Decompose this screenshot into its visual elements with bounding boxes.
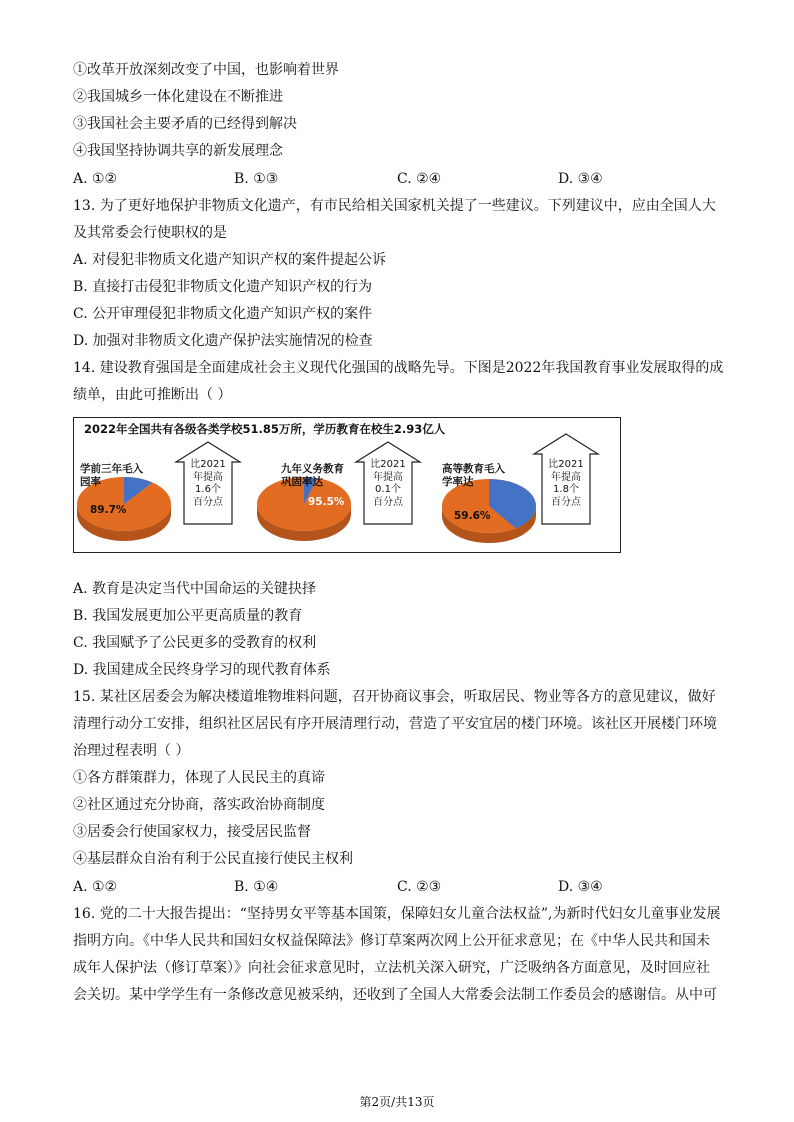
pie-label-1: 学前三年毛入园率 — [80, 463, 143, 488]
q13-stem-2: 及其常委会行使职权的是 — [73, 225, 227, 241]
q12-option-c[interactable]: C. ②④ — [397, 171, 442, 187]
q15-option-c[interactable]: C. ②③ — [397, 879, 442, 895]
pie-value-1: 89.7% — [90, 504, 127, 516]
arrow-text-3: 比2021 年提高 1.8个 百分点 — [548, 459, 584, 508]
q14-option-c[interactable]: C. 我国赋予了公民更多的受教育的权利 — [73, 635, 317, 651]
q15-statement-1: ①各方群策群力，体现了人民民主的真谛 — [73, 770, 325, 786]
q15-stem-1: 15. 某社区居委会为解决楼道堆物堆料问题，召开协商议事会，听取居民、物业等各方的意见建议，做好 — [73, 689, 716, 705]
pie-label-3: 高等教育毛入学率达 — [442, 463, 505, 488]
q12-statement-2: ②我国城乡一体化建设在不断推进 — [73, 89, 283, 105]
figure-title: 2022年全国共有各级各类学校51.85万所，学历教育在校生2.93亿人 — [84, 422, 446, 436]
q15-statement-2: ②社区通过充分协商，落实政治协商制度 — [73, 797, 325, 813]
pie-value-2: 95.5% — [308, 496, 345, 508]
q12-option-a[interactable]: A. ①② — [73, 171, 118, 187]
page-footer: 第2页/共13页 — [359, 1095, 435, 1109]
q14-option-a[interactable]: A. 教育是决定当代中国命运的关键抉择 — [73, 581, 317, 597]
q15-option-b[interactable]: B. ①④ — [234, 879, 279, 895]
q14-stem-2: 绩单，由此可推断出（ ） — [73, 387, 232, 403]
education-stats-figure — [73, 417, 621, 553]
q12-statement-3: ③我国社会主要矛盾的已经得到解决 — [73, 116, 297, 132]
q13-stem-1: 13. 为了更好地保护非物质文化遗产，有市民给相关国家机关提了一些建议。下列建议中，应由全国人大 — [73, 198, 716, 214]
q13-option-d[interactable]: D. 加强对非物质文化遗产保护法实施情况的检查 — [73, 333, 373, 349]
q14-option-d[interactable]: D. 我国建成全民终身学习的现代教育体系 — [73, 662, 331, 678]
q15-statement-3: ③居委会行使国家权力，接受居民监督 — [73, 824, 311, 840]
arrow-text-2: 比2021 年提高 0.1个 百分点 — [370, 459, 406, 508]
q14-option-b[interactable]: B. 我国发展更加公平更高质量的教育 — [73, 608, 303, 624]
q15-statement-4: ④基层群众自治有利于公民直接行使民主权利 — [73, 851, 353, 867]
q15-stem-3: 治理过程表明（ ） — [73, 743, 190, 759]
q16-stem-1: 16. 党的二十大报告提出：“坚持男女平等基本国策，保障妇女儿童合法权益”,为新时代妇女儿童事业发展 — [73, 906, 721, 922]
q16-stem-2: 指明方向。《中华人民共和国妇女权益保障法》修订草案两次网上公开征求意见；在《中华人民共和国未 — [73, 933, 710, 949]
q15-option-a[interactable]: A. ①② — [73, 879, 118, 895]
pie-label-2: 九年义务教育巩固率达 — [281, 463, 344, 488]
pie-value-3: 59.6% — [454, 510, 491, 522]
q13-option-b[interactable]: B. 直接打击侵犯非物质文化遗产知识产权的行为 — [73, 279, 373, 295]
q12-statement-1: ①改革开放深刻改变了中国，也影响着世界 — [73, 62, 339, 78]
arrow-text-1: 比2021 年提高 1.6个 百分点 — [190, 459, 226, 508]
q15-stem-2: 清理行动分工安排，组织社区居民有序开展清理行动，营造了平安宜居的楼门环境。该社区开展楼门环境 — [73, 716, 717, 732]
q16-stem-4: 会关切。某中学学生有一条修改意见被采纳，还收到了全国人大常委会法制工作委员会的感谢信。从中可 — [73, 987, 717, 1003]
q15-option-d[interactable]: D. ③④ — [558, 879, 603, 895]
q16-stem-3: 成年人保护法（修订草案）》向社会征求意见时，立法机关深入研究，广泛吸纳各方面意见，及时回应社 — [73, 960, 710, 976]
q12-option-b[interactable]: B. ①③ — [234, 171, 279, 187]
q13-option-c[interactable]: C. 公开审理侵犯非物质文化遗产知识产权的案件 — [73, 306, 373, 322]
q12-option-d[interactable]: D. ③④ — [558, 171, 603, 187]
q13-option-a[interactable]: A. 对侵犯非物质文化遗产知识产权的案件提起公诉 — [73, 252, 387, 268]
q14-stem-1: 14. 建设教育强国是全面建成社会主义现代化强国的战略先导。下图是2022年我国教育事业发展取得的成 — [73, 360, 724, 376]
q12-statement-4: ④我国坚持协调共享的新发展理念 — [73, 143, 283, 159]
